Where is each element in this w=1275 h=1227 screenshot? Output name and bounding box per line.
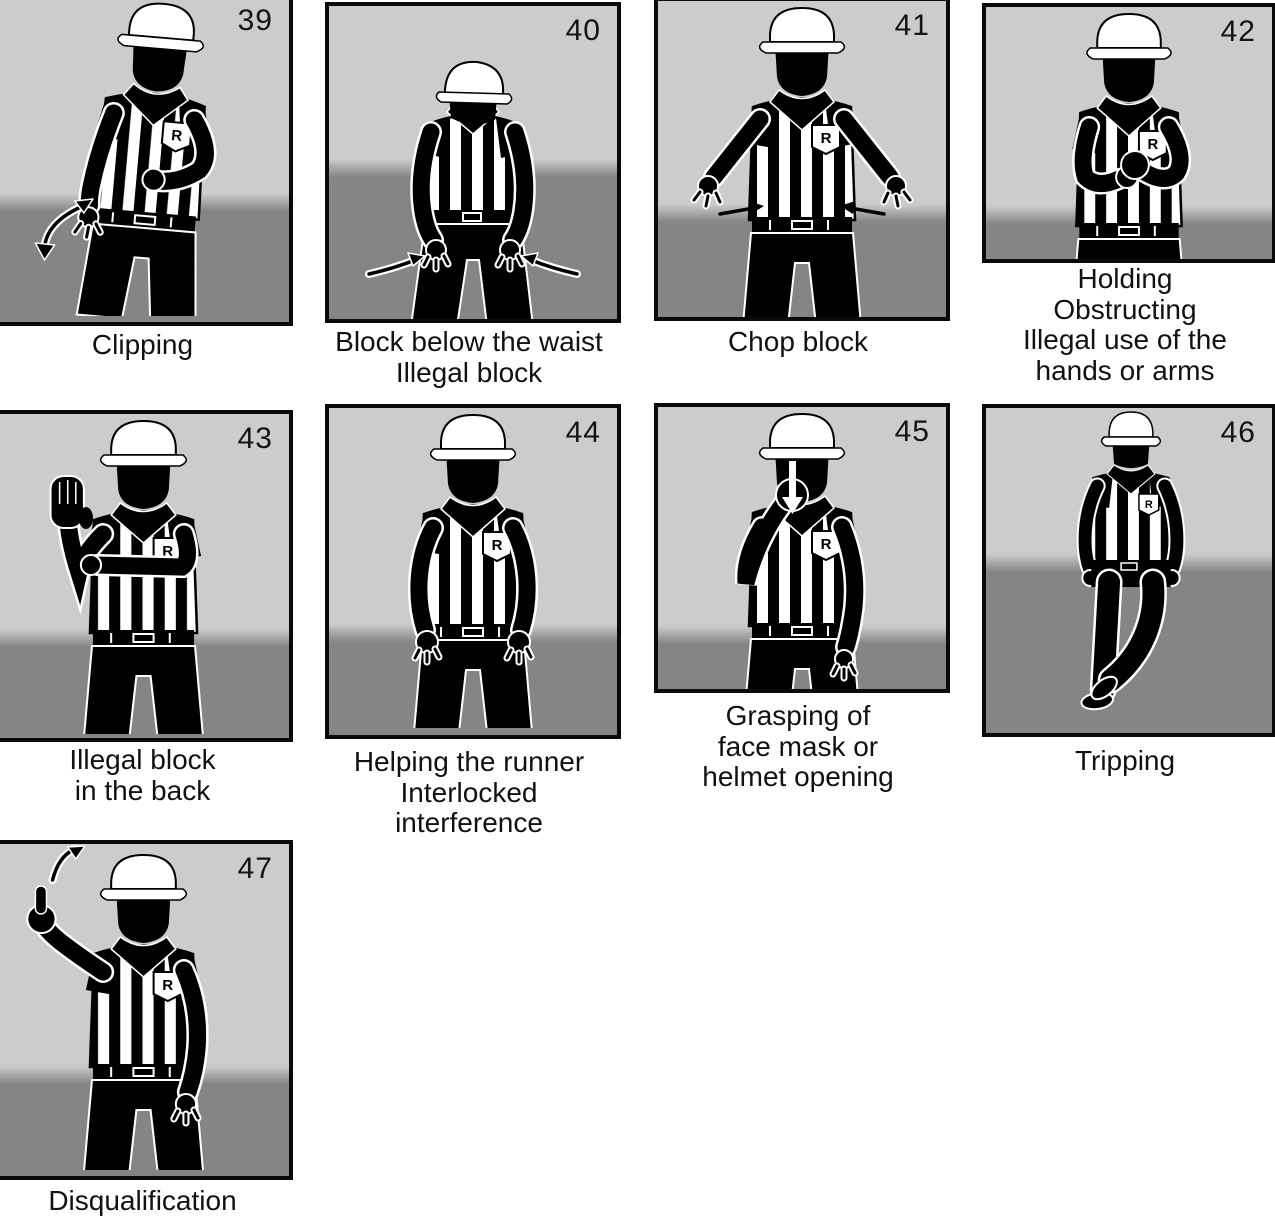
referee-silhouette-block-below-waist — [329, 6, 617, 323]
right-motion-arrow — [521, 253, 577, 274]
referee-silhouette-clipping — [0, 0, 289, 316]
signal-caption-chop-block: Chop block — [727, 326, 869, 357]
signal-caption-block-below-waist: Block below the waist Illegal block — [335, 326, 603, 388]
panel-number: 42 — [1220, 15, 1256, 48]
signal-panel-39 — [0, 0, 293, 326]
signal-panel-45 — [654, 403, 950, 693]
curved-up-arrow — [53, 846, 85, 880]
signal-panel-47 — [0, 840, 293, 1180]
signal-caption-illegal-block-back: Illegal block in the back — [69, 744, 216, 806]
panel-number: 47 — [237, 852, 273, 885]
left-motion-arrow — [369, 253, 425, 274]
signal-caption-face-mask: Grasping of face mask or helmet opening — [702, 700, 894, 792]
panel-number: 46 — [1220, 416, 1256, 449]
signal-panel-43 — [0, 410, 293, 742]
referee-silhouette-illegal-block-back — [0, 414, 289, 734]
referee-silhouette-disqualification — [0, 844, 289, 1170]
panel-number: 45 — [894, 415, 930, 448]
signal-caption-helping-runner: Helping the runner Interlocked interference — [353, 746, 585, 838]
panel-number: 41 — [894, 9, 930, 42]
panel-number: 43 — [237, 422, 273, 455]
referee-silhouette-helping-runner — [329, 408, 617, 728]
signal-panel-44 — [325, 404, 621, 739]
double-headed-motion-arrow — [35, 199, 93, 260]
panel-number: 39 — [237, 4, 273, 37]
svg-text:R: R — [1144, 498, 1153, 512]
signal-panel-46 — [982, 404, 1275, 737]
signal-caption-tripping: Tripping — [1074, 745, 1176, 776]
panel-number: 44 — [565, 416, 601, 449]
referee-silhouette-face-mask — [658, 407, 946, 693]
signal-caption-clipping: Clipping — [91, 329, 194, 360]
referee-silhouette-tripping — [986, 408, 1272, 725]
open-palm-hand — [51, 476, 93, 529]
signal-panel-42 — [982, 3, 1275, 263]
referee-silhouette-chop-block — [658, 1, 946, 321]
signal-panel-40 — [325, 2, 621, 323]
signal-panel-41 — [654, 0, 950, 321]
signal-caption-disqualification: Disqualification — [48, 1185, 237, 1216]
thumbs-up-hand — [27, 886, 55, 933]
signal-caption-holding: Holding Obstructing Illegal use of the hands or arms — [1023, 263, 1227, 386]
panel-number: 40 — [565, 14, 601, 47]
